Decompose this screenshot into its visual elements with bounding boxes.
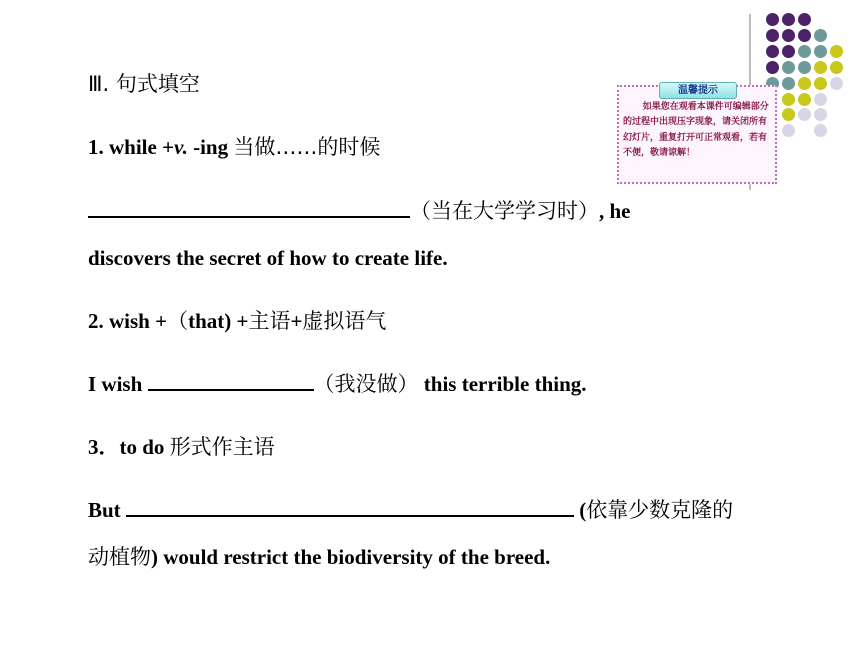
dot	[782, 29, 795, 42]
dot	[830, 45, 843, 58]
warm-tip-title: 温馨提示	[659, 82, 737, 99]
dot	[814, 108, 827, 121]
chinese-hint: （当在大学学习时）	[410, 199, 599, 223]
item2-sentence: I wish （我没做） this terrible thing.	[88, 372, 587, 396]
item3-sentence-line1: But (依靠少数克隆的	[88, 498, 734, 522]
dot	[814, 45, 827, 58]
section-title: Ⅲ. 句式填空	[88, 72, 200, 96]
dot	[766, 61, 779, 74]
item3-heading: 3．to do 形式作主语	[88, 435, 275, 459]
dot	[814, 77, 827, 90]
item1-sentence-line1: （当在大学学习时）, he	[88, 197, 631, 225]
dot	[798, 77, 811, 90]
answer-blank[interactable]	[88, 216, 410, 218]
item1-sentence-line2: discovers the secret of how to create life.	[88, 246, 448, 270]
dot	[782, 93, 795, 106]
dot	[830, 77, 843, 90]
answer-blank[interactable]	[148, 389, 314, 391]
dot	[814, 61, 827, 74]
dot	[798, 45, 811, 58]
chinese-hint: （我没做）	[313, 372, 419, 396]
warm-tip-text: 如果您在观看本课件可编辑部分的过程中出现压字现象，请关闭所有幻灯片，重复打开可正常观看，若有不便，敬请谅解！	[623, 102, 769, 158]
dot	[798, 29, 811, 42]
dot	[782, 13, 795, 26]
item2-heading: 2. wish +（that) +主语+虚拟语气	[88, 309, 387, 333]
answer-blank[interactable]	[126, 515, 574, 517]
dot	[814, 29, 827, 42]
dot	[814, 124, 827, 137]
dot	[798, 13, 811, 26]
dot	[766, 29, 779, 42]
warm-tip-box	[617, 85, 777, 184]
dot	[782, 61, 795, 74]
item3-sentence-line2: 动植物) would restrict the biodiversity of the breed.	[88, 545, 551, 569]
dot	[798, 61, 811, 74]
dot	[782, 108, 795, 121]
dot	[830, 61, 843, 74]
dot	[782, 77, 795, 90]
dot	[782, 45, 795, 58]
dot	[814, 93, 827, 106]
dot	[798, 93, 811, 106]
dot	[782, 124, 795, 137]
chinese-hint: 依靠少数克隆的	[586, 498, 734, 522]
item1-heading: 1. while +v. -ing 当做……的时候	[88, 135, 381, 159]
dot	[766, 13, 779, 26]
dot	[798, 108, 811, 121]
dot	[766, 45, 779, 58]
